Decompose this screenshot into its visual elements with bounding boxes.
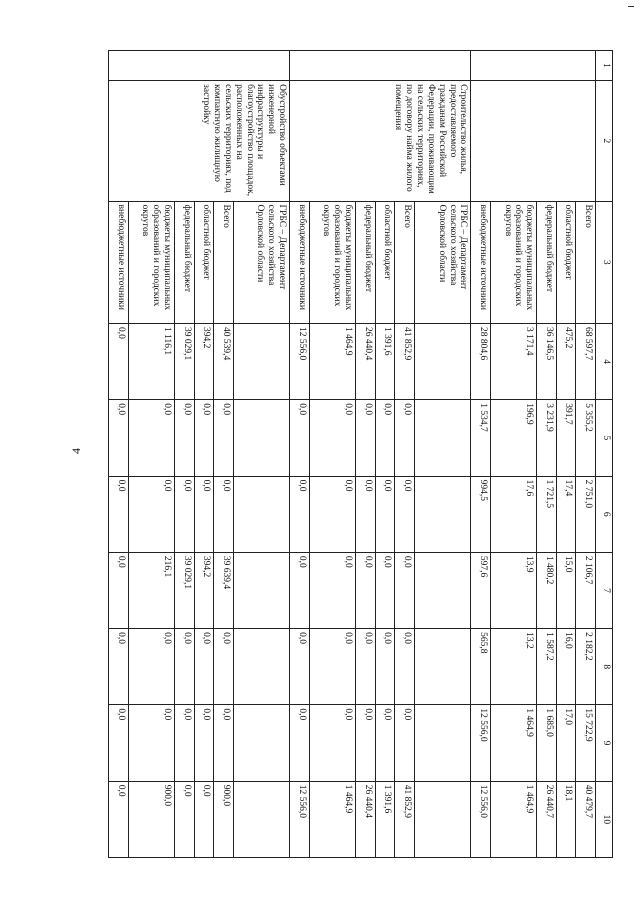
value-cell-col-9: 0,0 (109, 705, 129, 781)
funding-source: бюджеты муниципальных образований и городских округов (309, 201, 355, 323)
funding-source: бюджеты муниципальных образований и городских округов (491, 201, 537, 323)
value-cell-col-7 (233, 552, 290, 628)
value-cell-col-8: 0,0 (290, 629, 310, 705)
value-cell-col-8 (414, 629, 471, 705)
value-cell-col-7: 216,1 (128, 552, 174, 628)
funding-source: федеральный бюджет (356, 201, 376, 323)
value-cell-col-7: 2 106,7 (576, 552, 596, 628)
value-cell-col-8: 0,0 (214, 629, 234, 705)
value-cell-col-10 (414, 781, 471, 857)
value-cell-col-6: 0,0 (175, 476, 195, 552)
value-cell-col-7: 39 639,4 (214, 552, 234, 628)
value-cell-col-4: 41 852,9 (395, 324, 415, 400)
value-cell-col-4: 3 171,4 (491, 324, 537, 400)
value-cell-col-10: 12 556,0 (471, 781, 491, 857)
funding-source: областной бюджет (375, 201, 395, 323)
value-cell-col-4: 1 464,9 (309, 324, 355, 400)
value-cell-col-6 (233, 476, 290, 552)
value-cell-col-6: 994,5 (471, 476, 491, 552)
value-cell-col-10: 18,1 (556, 781, 576, 857)
value-cell-col-5: 0,0 (214, 400, 234, 476)
value-cell-col-7: 0,0 (356, 552, 376, 628)
table-row (233, 51, 290, 858)
value-cell-col-10: 0,0 (194, 781, 214, 857)
value-cell-col-10 (233, 781, 290, 857)
section-number-cell (109, 51, 290, 81)
value-cell-col-8: 0,0 (375, 629, 395, 705)
value-cell-col-10: 0,0 (109, 781, 129, 857)
value-cell-col-7: 0,0 (395, 552, 415, 628)
value-cell-col-10: 26 440,4 (356, 781, 376, 857)
value-cell-col-5: 3 231,9 (537, 400, 557, 476)
value-cell-col-8: 0,0 (356, 629, 376, 705)
value-cell-col-7: 597,6 (471, 552, 491, 628)
value-cell-col-7: 39 029,1 (175, 552, 195, 628)
value-cell-col-8: 0,0 (109, 629, 129, 705)
funding-source: федеральный бюджет (175, 201, 195, 323)
value-cell-col-9: 0,0 (128, 705, 174, 781)
column-header-3: 3 (596, 201, 613, 323)
value-cell-col-10: 1 464,9 (309, 781, 355, 857)
value-cell-col-8: 0,0 (309, 629, 355, 705)
value-cell-col-10: 40 479,7 (576, 781, 596, 857)
value-cell-col-6: 17,6 (491, 476, 537, 552)
value-cell-col-9: 17,0 (556, 705, 576, 781)
crop-mark (628, 6, 634, 7)
funding-source: федеральный бюджет (537, 201, 557, 323)
value-cell-col-10: 1 464,9 (491, 781, 537, 857)
value-cell-col-9 (233, 705, 290, 781)
funding-source: внебюджетные источники (290, 201, 310, 323)
value-cell-col-10: 12 556,0 (290, 781, 310, 857)
value-cell-col-4 (414, 324, 471, 400)
value-cell-col-6: 17,4 (556, 476, 576, 552)
value-cell-col-4: 1 116,1 (128, 324, 174, 400)
value-cell-col-4: 0,0 (109, 324, 129, 400)
value-cell-col-8: 2 182,2 (576, 629, 596, 705)
value-cell-col-5: 0,0 (175, 400, 195, 476)
value-cell-col-4: 12 556,0 (290, 324, 310, 400)
value-cell-col-5: 0,0 (290, 400, 310, 476)
value-cell-col-5 (233, 400, 290, 476)
measure-description: Строительство жилья, предоставляемого гражданам Российской Федерации, проживающим на сельских территориях, по договору найма жилого помещения (290, 81, 471, 201)
value-cell-col-6: 0,0 (128, 476, 174, 552)
value-cell-col-7: 0,0 (290, 552, 310, 628)
funding-source: областной бюджет (556, 201, 576, 323)
value-cell-col-9: 0,0 (290, 705, 310, 781)
value-cell-col-5: 391,7 (556, 400, 576, 476)
value-cell-col-6: 0,0 (214, 476, 234, 552)
value-cell-col-10: 900,0 (128, 781, 174, 857)
budget-table (108, 50, 613, 858)
value-cell-col-9: 0,0 (356, 705, 376, 781)
header-row (596, 51, 613, 858)
value-cell-col-6: 0,0 (395, 476, 415, 552)
value-cell-col-9: 0,0 (309, 705, 355, 781)
column-header-4: 4 (596, 324, 613, 400)
value-cell-col-9: 1 464,9 (491, 705, 537, 781)
value-cell-col-4: 1 391,6 (375, 324, 395, 400)
value-cell-col-6 (414, 476, 471, 552)
value-cell-col-10: 900,0 (214, 781, 234, 857)
value-cell-col-4: 394,2 (194, 324, 214, 400)
value-cell-col-5: 0,0 (128, 400, 174, 476)
value-cell-col-8: 13,2 (491, 629, 537, 705)
column-header-9: 9 (596, 705, 613, 781)
rotated-table-container (108, 50, 613, 858)
value-cell-col-8: 16,0 (556, 629, 576, 705)
value-cell-col-8: 0,0 (194, 629, 214, 705)
value-cell-col-9 (414, 705, 471, 781)
value-cell-col-6: 0,0 (194, 476, 214, 552)
table-row (414, 51, 471, 858)
value-cell-col-6: 0,0 (109, 476, 129, 552)
value-cell-col-8: 0,0 (395, 629, 415, 705)
funding-source: Всего (395, 201, 415, 323)
value-cell-col-9: 0,0 (175, 705, 195, 781)
column-header-8: 8 (596, 629, 613, 705)
value-cell-col-6: 0,0 (375, 476, 395, 552)
funding-source: ГРБС – Департамент сельского хозяйства Орловской области (233, 201, 290, 323)
value-cell-col-4: 28 804,6 (471, 324, 491, 400)
value-cell-col-5: 0,0 (395, 400, 415, 476)
funding-source: бюджеты муниципальных образований и городских округов (128, 201, 174, 323)
funding-source: Всего (576, 201, 596, 323)
value-cell-col-4: 40 539,4 (214, 324, 234, 400)
value-cell-col-4 (233, 324, 290, 400)
page-number: 4 (69, 448, 83, 454)
value-cell-col-7: 0,0 (309, 552, 355, 628)
funding-source: Всего (214, 201, 234, 323)
value-cell-col-5: 0,0 (356, 400, 376, 476)
value-cell-col-7: 1 480,2 (537, 552, 557, 628)
value-cell-col-8: 0,0 (128, 629, 174, 705)
table-row (576, 51, 596, 858)
value-cell-col-6: 0,0 (356, 476, 376, 552)
value-cell-col-4: 26 440,4 (356, 324, 376, 400)
funding-source: внебюджетные источники (109, 201, 129, 323)
value-cell-col-7: 0,0 (109, 552, 129, 628)
value-cell-col-6: 0,0 (309, 476, 355, 552)
column-header-6: 6 (596, 476, 613, 552)
value-cell-col-10: 41 852,9 (395, 781, 415, 857)
value-cell-col-9: 0,0 (194, 705, 214, 781)
value-cell-col-10: 26 440,7 (537, 781, 557, 857)
value-cell-col-5: 1 534,7 (471, 400, 491, 476)
measure-description (471, 81, 596, 201)
funding-source: областной бюджет (194, 201, 214, 323)
value-cell-col-7 (414, 552, 471, 628)
value-cell-col-10: 1 391,6 (375, 781, 395, 857)
value-cell-col-5: 0,0 (375, 400, 395, 476)
value-cell-col-4: 36 146,5 (537, 324, 557, 400)
value-cell-col-4: 68 597,7 (576, 324, 596, 400)
value-cell-col-5: 5 355,2 (576, 400, 596, 476)
value-cell-col-9: 0,0 (375, 705, 395, 781)
value-cell-col-5: 0,0 (309, 400, 355, 476)
value-cell-col-7: 15,0 (556, 552, 576, 628)
section-number-cell (471, 51, 596, 81)
value-cell-col-6: 2 751,0 (576, 476, 596, 552)
value-cell-col-8: 565,8 (471, 629, 491, 705)
value-cell-col-8: 1 587,2 (537, 629, 557, 705)
value-cell-col-10: 0,0 (175, 781, 195, 857)
value-cell-col-9: 0,0 (214, 705, 234, 781)
value-cell-col-6: 0,0 (290, 476, 310, 552)
section-number-cell (290, 51, 471, 81)
column-header-1: 1 (596, 51, 613, 81)
value-cell-col-9: 0,0 (395, 705, 415, 781)
value-cell-col-6: 1 721,5 (537, 476, 557, 552)
measure-description: Обустройство объектами инженерной инфраструктуры и благоустройство площадок, расположенных на сельских территориях, под компактную жилищную застройку (109, 81, 290, 201)
value-cell-col-4: 475,2 (556, 324, 576, 400)
column-header-2: 2 (596, 81, 613, 201)
value-cell-col-9: 1 685,0 (537, 705, 557, 781)
value-cell-col-4: 39 029,1 (175, 324, 195, 400)
value-cell-col-9: 15 722,9 (576, 705, 596, 781)
table-body (109, 51, 596, 858)
value-cell-col-5: 0,0 (109, 400, 129, 476)
value-cell-col-5: 196,9 (491, 400, 537, 476)
value-cell-col-7: 0,0 (375, 552, 395, 628)
value-cell-col-8 (233, 629, 290, 705)
column-header-10: 10 (596, 781, 613, 857)
value-cell-col-9: 12 556,0 (471, 705, 491, 781)
column-header-5: 5 (596, 400, 613, 476)
value-cell-col-8: 0,0 (175, 629, 195, 705)
value-cell-col-7: 13,9 (491, 552, 537, 628)
column-header-7: 7 (596, 552, 613, 628)
funding-source: внебюджетные источники (471, 201, 491, 323)
value-cell-col-7: 394,2 (194, 552, 214, 628)
value-cell-col-5: 0,0 (194, 400, 214, 476)
funding-source: ГРБС – Департамент сельского хозяйства Орловской области (414, 201, 471, 323)
value-cell-col-5 (414, 400, 471, 476)
